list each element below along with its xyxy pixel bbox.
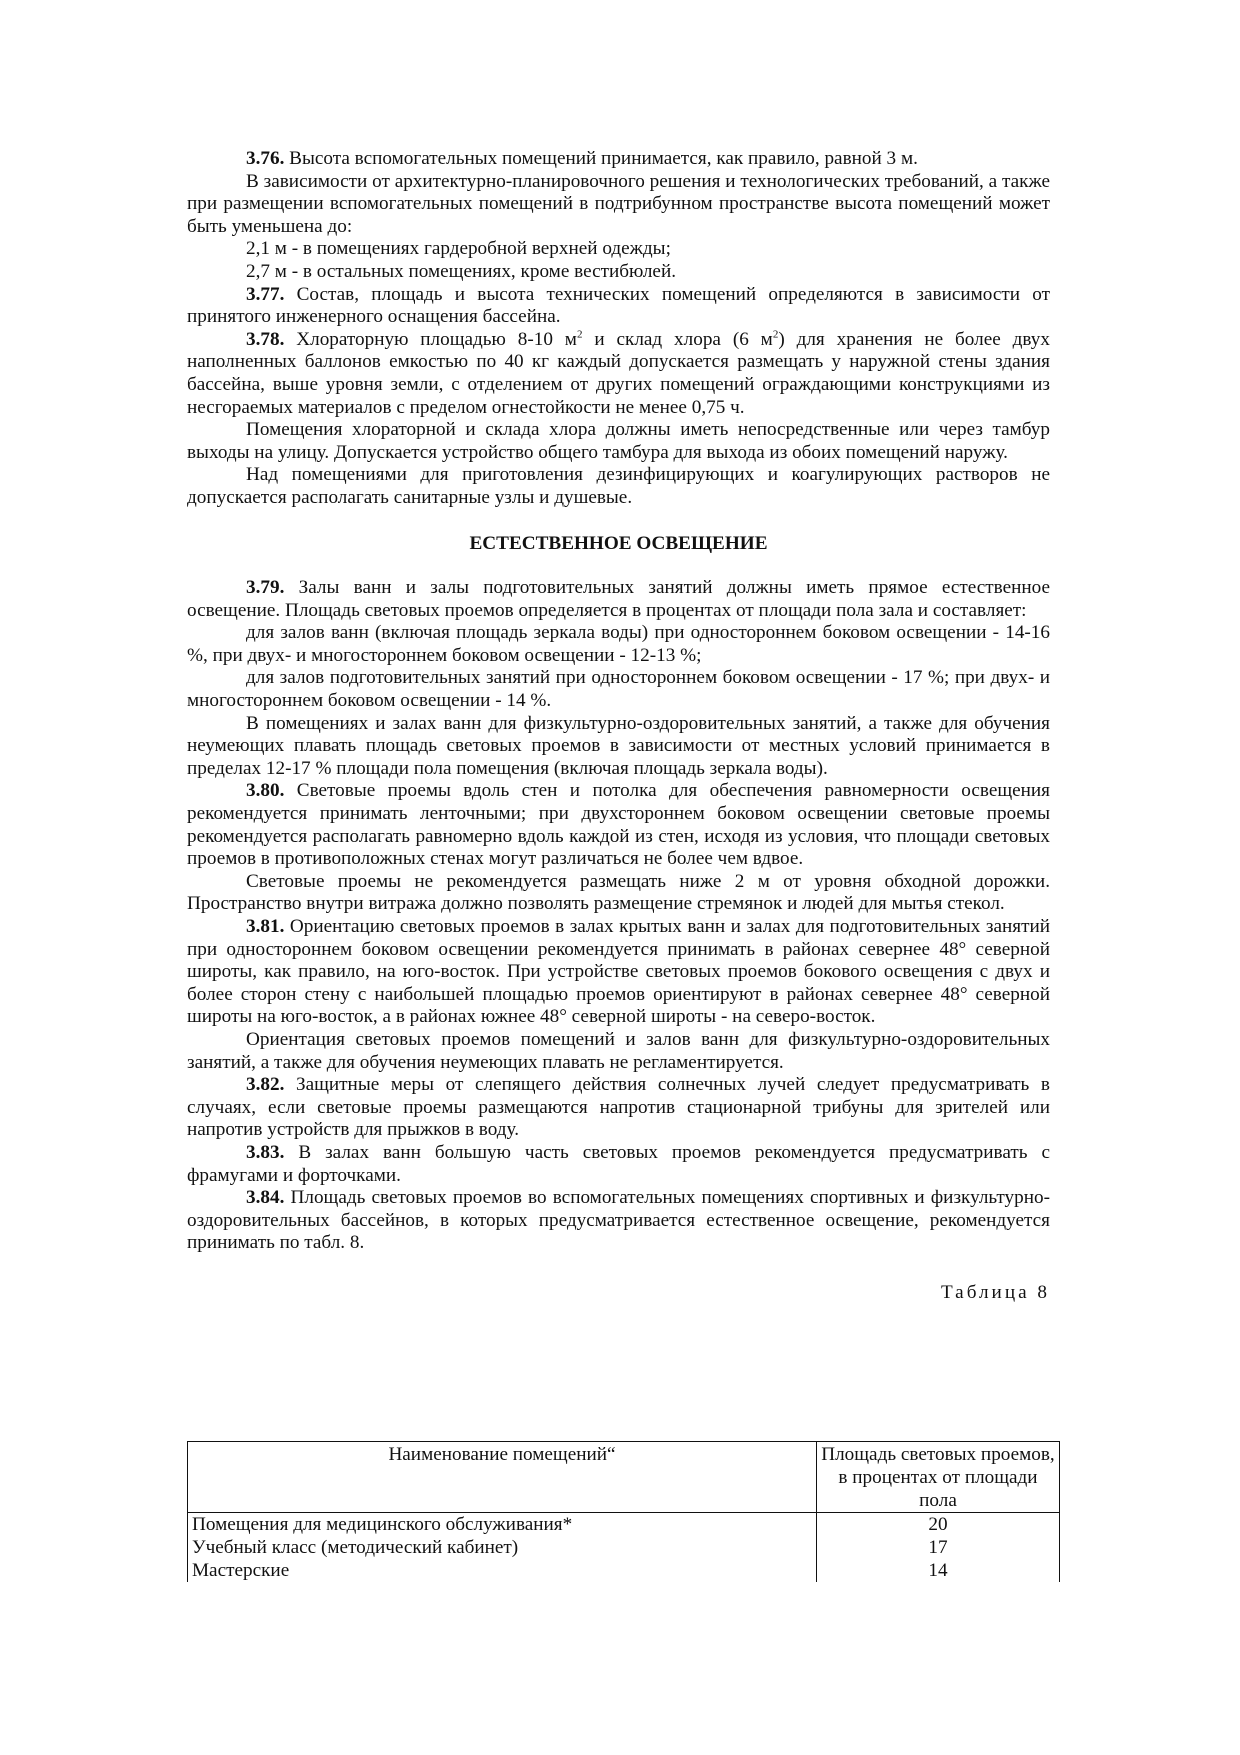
cell-value: 14 <box>817 1559 1060 1582</box>
paragraph: для залов подготовительных занятий при одностороннем боковом освещении - 17 %; при двух- и многостороннем боковом освещении - 14 %. <box>187 667 1050 712</box>
clause-number: 3.84. <box>246 1187 285 1209</box>
paragraph: Над помещениями для приготовления дезинфицирующих и коагулирующих растворов не допускается располагать санитарные узлы и душевые. <box>187 464 1050 508</box>
clause-number: 3.80. <box>246 780 285 802</box>
paragraph: 2,7 м - в остальных помещениях, кроме вестибюлей. <box>246 260 677 282</box>
cell-value: 20 <box>817 1513 1060 1537</box>
table-8 <box>187 1441 1060 1582</box>
table-row <box>188 1536 1060 1559</box>
clause-number: 3.81. <box>246 916 285 937</box>
paragraph: Ориентация световых проемов помещений и залов ванн для физкультурно-оздоровительных занятий, а также для обучения неумеющих плавать не регламентируется. <box>187 1028 1050 1073</box>
section-heading: ЕСТЕСТВЕННОЕ ОСВЕЩЕНИЕ <box>469 532 768 554</box>
paragraph: В зависимости от архитектурно-планировочного решения и технологических требований, а также при размещении вспомогательных помещений в подтрибунном пространстве высота помещений может быть уменьшена до: <box>187 170 1050 237</box>
paragraph: 3.80. Световые проемы вдоль стен и потолка для обеспечения равномерности освещения рекомендуется принимать ленточными; при двухстороннем боковом освещении световые проемы рекомендуется располагать равномерно вдоль каждой из стен, исходя из условия, что площади световых проемов в противоположных стенах могут различаться не более чем вдвое. <box>187 780 1050 870</box>
paragraph: 3.84. Площадь световых проемов во вспомогательных помещениях спортивных и физкультурно-оздоровительных бассейнов, в которых предусматривается естественное освещение, рекомендуется принимать по табл. 8. <box>187 1187 1050 1254</box>
paragraph: 3.76. Высота вспомогательных помещений принимается, как правило, равной 3 м. <box>246 148 918 169</box>
section-auxiliary-rooms <box>187 148 1050 510</box>
page-body <box>187 148 1050 1305</box>
paragraph: 3.81. Ориентацию световых проемов в залах крытых ванн и залах для подготовительных занятий при одностороннем боковом освещении рекомендуется принимать в районах севернее 48° северной широты, как правило, на юго-восток. При устройстве световых проемов бокового освещения с двух и более сторон стену с наибольшей площадью проемов ориентируют в районах севернее 48° северной широты на юго-восток, а в районах южнее 48° северной широты - на северо-восток. <box>187 916 1050 1028</box>
paragraph: 3.79. Залы ванн и залы подготовительных занятий должны иметь прямое естественное освещение. Площадь световых проемов определяется в процентах от площади пола зала и составляет: <box>187 577 1050 621</box>
clause-number: 3.83. <box>246 1141 285 1163</box>
column-header-window-area: Площадь световых проемов, в процентах от площади пола <box>817 1442 1060 1513</box>
cell-room-name: Мастерские <box>188 1559 817 1582</box>
paragraph: Помещения хлораторной и склада хлора должны иметь непосредственные или через тамбур выходы на улицу. Допускается устройство общего тамбура для выхода из обоих помещений наружу. <box>187 419 1050 463</box>
cell-room-name: Помещения для медицинского обслуживания* <box>188 1513 817 1537</box>
paragraph: 3.83. В залах ванн большую часть световых проемов рекомендуется предусматривать с фрамугами и форточками. <box>187 1141 1050 1186</box>
table-row <box>188 1513 1060 1537</box>
paragraph: 3.78. Хлораторную площадью 8-10 $м^2$ и склад хлора (6 $м^2$) для хранения не более двух наполненных баллонов емкостью по 40 кг каждый допускается размещать у наружной стены здания бассейна, выше уровня земли, с отделением от других помещений ограждающими конструкциями из несгораемых материалов с пределом огнестойкости не менее 0,75 ч. <box>187 328 1050 418</box>
clause-number: 3.77. <box>246 283 285 305</box>
paragraph: В помещениях и залах ванн для физкультурно-оздоровительных занятий, а также для обучения неумеющих плавать площадь световых проемов в зависимости от местных условий принимается в пределах 12-17 % площади пола помещения (включая площадь зеркала воды). <box>187 712 1050 779</box>
section-natural-lighting <box>187 577 1050 1255</box>
paragraph: 3.82. Защитные меры от слепящего действия солнечных лучей следует предусматривать в случаях, если световые проемы размещаются напротив стационарной трибуны для зрителей или напротив устройств для прыжков в воду. <box>187 1074 1050 1141</box>
paragraph: для залов ванн (включая площадь зеркала воды) при одностороннем боковом освещении - 14-16 %, при двух- и многостороннем боковом освещении - 12-13 %; <box>187 622 1050 666</box>
paragraph: Световые проемы не рекомендуется размещать ниже 2 м от уровня обходной дорожки. Пространство внутри витража должно позволять размещение стремянок и людей для мытья стекол. <box>187 870 1050 915</box>
cell-value: 17 <box>817 1536 1060 1559</box>
paragraph: 2,1 м - в помещениях гардеробной верхней одежды; <box>246 238 671 260</box>
table-row <box>188 1559 1060 1582</box>
cell-room-name: Учебный класс (методический кабинет) <box>188 1536 817 1559</box>
clause-number: 3.79. <box>246 577 285 599</box>
clause-number: 3.76. <box>246 148 285 169</box>
paragraph: 3.77. Состав, площадь и высота технических помещений определяются в зависимости от принятого инженерного оснащения бассейна. <box>187 283 1050 328</box>
superscript: 2 <box>772 328 779 341</box>
superscript: 2 <box>576 328 583 341</box>
table-header-row <box>188 1442 1060 1513</box>
table-caption: Таблица 8 <box>940 1281 1050 1303</box>
clause-number: 3.78. <box>246 328 285 350</box>
column-header-room-name: Наименование помещений“ <box>188 1442 817 1513</box>
clause-number: 3.82. <box>246 1074 285 1096</box>
